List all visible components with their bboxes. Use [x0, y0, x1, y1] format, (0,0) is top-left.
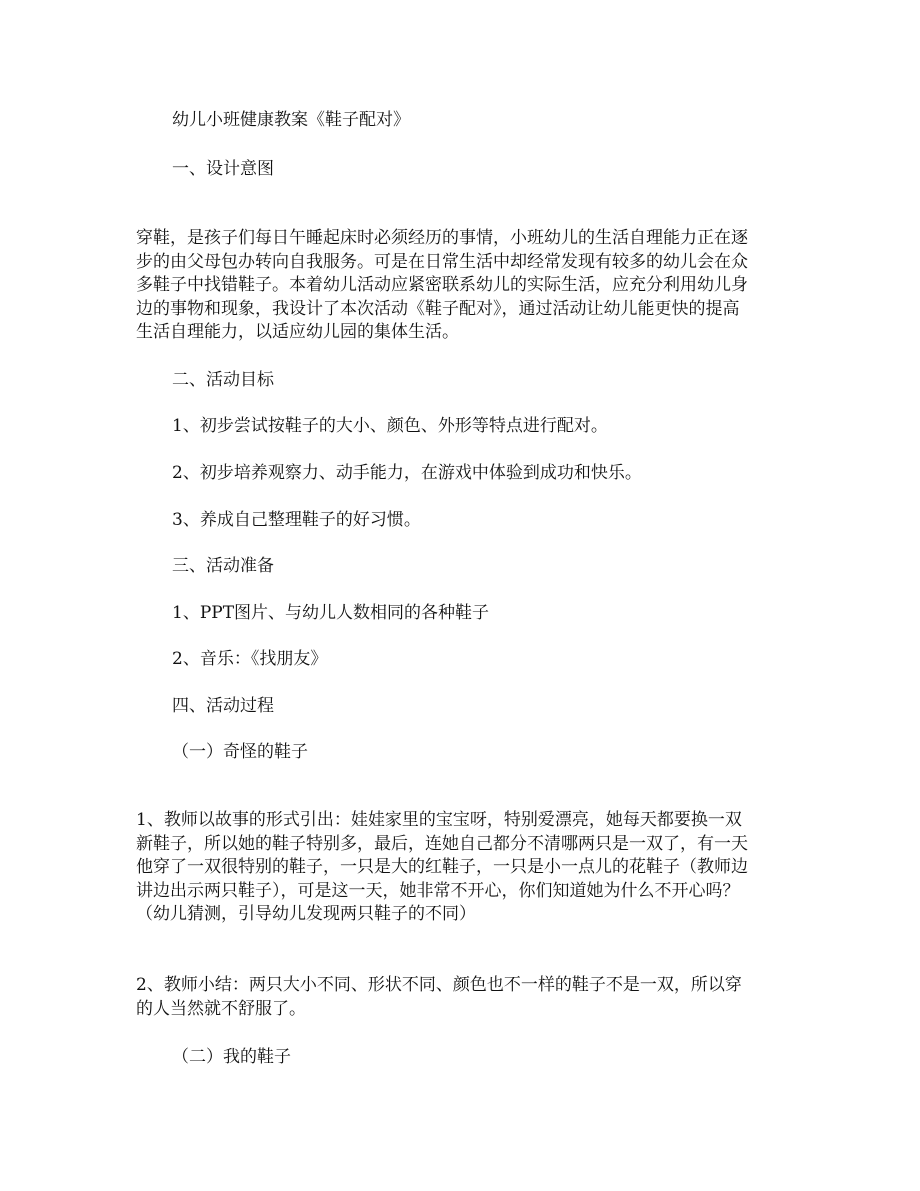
paragraph-line: 2、教师小结：两只大小不同、形状不同、颜色也不一样的鞋子不是一双，所以穿 — [136, 975, 742, 995]
paragraph-line: 讲边出示两只鞋子），可是这一天，她非常不开心，你们知道她为什么不开心吗？ — [136, 880, 740, 901]
preparation-item: 1、PPT图片、与幼儿人数相同的各种鞋子 — [172, 603, 490, 623]
paragraph-line: 1、教师以故事的形式引出：娃娃家里的宝宝呀，特别爱漂亮，她每天都要换一双 — [136, 810, 742, 830]
paragraph-line: 穿鞋，是孩子们每日午睡起床时必须经历的事情，小班幼儿的生活自理能力正在逐 — [136, 228, 748, 248]
goal-item: 2、初步培养观察力、动手能力，在游戏中体验到成功和快乐。 — [172, 463, 642, 483]
subheading-my-shoes: （二）我的鞋子 — [172, 1047, 291, 1067]
paragraph-line: 他穿了一双很特别的鞋子，一只是大的红鞋子，一只是小一点儿的花鞋子（教师边 — [136, 857, 748, 877]
paragraph-line: （幼儿猜测，引导幼儿发现两只鞋子的不同） — [136, 904, 476, 924]
section-heading-design-intent: 一、设计意图 — [172, 159, 274, 179]
paragraph-line: 多鞋子中找错鞋子。本着幼儿活动应紧密联系幼儿的实际生活，应充分利用幼儿身 — [136, 275, 748, 295]
paragraph-story — [136, 809, 788, 927]
document-title: 幼儿小班健康教案《鞋子配对》 — [172, 110, 410, 130]
paragraph-line: 新鞋子，所以她的鞋子特别多，最后，连她自己都分不清哪两只是一双了，有一天 — [136, 833, 748, 854]
paragraph-design-intent — [136, 227, 788, 345]
paragraph-line: 步的由父母包办转向自我服务。可是在日常生活中却经常发现有较多的幼儿会在众 — [136, 251, 748, 272]
paragraph-line: 的人当然就不舒服了。 — [136, 998, 306, 1019]
goal-item: 3、养成自己整理鞋子的好习惯。 — [172, 510, 421, 530]
section-heading-preparation: 三、活动准备 — [172, 556, 274, 576]
preparation-item: 2、音乐：《找朋友》 — [172, 649, 328, 669]
paragraph-line: 生活自理能力，以适应幼儿园的集体生活。 — [136, 322, 459, 342]
paragraph-line: 边的事物和现象，我设计了本次活动《鞋子配对》，通过活动让幼儿能更快的提高 — [136, 298, 740, 319]
paragraph-summary — [136, 974, 788, 1021]
section-heading-goals: 二、活动目标 — [172, 370, 274, 390]
goal-item: 1、初步尝试按鞋子的大小、颜色、外形等特点进行配对。 — [172, 416, 608, 436]
subheading-strange-shoes: （一）奇怪的鞋子 — [172, 742, 308, 762]
section-heading-process: 四、活动过程 — [172, 696, 274, 716]
